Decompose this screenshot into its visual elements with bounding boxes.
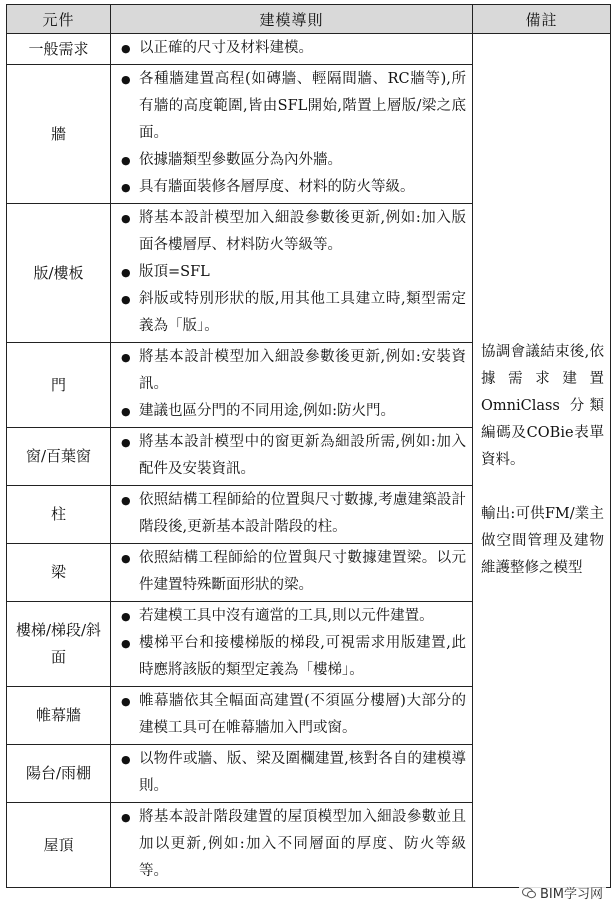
bullet-icon: ● xyxy=(121,154,131,167)
guideline-item xyxy=(121,487,466,541)
guideline-text: 將基本設計模型加入細設參數後更新,例如:安裝資訊。 xyxy=(139,349,466,392)
component-name: 牆 xyxy=(7,65,111,204)
bullet-icon: ● xyxy=(121,610,131,623)
guideline-item xyxy=(121,804,466,885)
guideline-text: 將基本設計模型加入細設參數後更新,例如:加入版面各樓層厚、材料防火等級等。 xyxy=(139,210,466,253)
guideline-text: 各種牆建置高程(如磚牆、輕隔間牆、RC牆等),所有牆的高度範圍,皆由SFL開始,階置上層版/梁之底面。 xyxy=(139,71,466,141)
component-name: 樓梯/梯段/斜面 xyxy=(7,602,111,687)
guideline-text: 斜版或特別形狀的版,用其他工具建立時,類型需定義為「版」。 xyxy=(139,291,466,334)
remarks-spacer xyxy=(481,474,604,501)
guideline-list xyxy=(121,429,466,483)
guideline-list xyxy=(121,487,466,541)
bullet-icon: ● xyxy=(121,436,131,449)
guideline-item xyxy=(121,746,466,800)
guideline-list xyxy=(121,344,466,425)
bullet-icon: ● xyxy=(121,637,131,650)
guideline-text: 將基本設計模型中的窗更新為細設所需,例如:加入配件及安裝資訊。 xyxy=(139,434,466,477)
guideline-cell xyxy=(111,745,473,803)
guideline-text: 將基本設計階段建置的屋頂模型加入細設參數並且加以更新,例如:加入不同層面的厚度、防火等級等。 xyxy=(139,809,466,879)
guideline-list xyxy=(121,746,466,800)
guideline-text: 以物件或牆、版、梁及圍欄建置,核對各自的建模導則。 xyxy=(139,751,466,794)
component-name: 帷幕牆 xyxy=(7,687,111,745)
guideline-text: 依照結構工程師給的位置與尺寸數據建置梁。以元件建置特殊斷面形狀的梁。 xyxy=(139,550,466,593)
guideline-item xyxy=(121,35,466,62)
bullet-icon: ● xyxy=(121,181,131,194)
bullet-icon: ● xyxy=(121,266,131,279)
guideline-item xyxy=(121,688,466,742)
watermark xyxy=(519,882,606,903)
bullet-icon: ● xyxy=(121,753,131,766)
remarks-paragraph-2: 輸出:可供FM/業主做空間管理及建物維護整修之模型 xyxy=(481,506,604,576)
guideline-cell xyxy=(111,687,473,745)
bullet-icon: ● xyxy=(121,73,131,86)
modeling-guideline-table xyxy=(6,4,611,888)
header-component: 元件 xyxy=(7,5,111,34)
component-name: 陽台/雨棚 xyxy=(7,745,111,803)
guideline-text: 版頂=SFL xyxy=(139,264,210,280)
guideline-cell xyxy=(111,65,473,204)
guideline-list xyxy=(121,35,466,62)
header-guideline: 建模導則 xyxy=(111,5,473,34)
bullet-icon: ● xyxy=(121,351,131,364)
guideline-list xyxy=(121,205,466,340)
table-row xyxy=(7,34,611,65)
guideline-list xyxy=(121,688,466,742)
guideline-text: 若建模工具中沒有適當的工具,則以元件建置。 xyxy=(139,608,434,624)
guideline-list xyxy=(121,603,466,684)
guideline-cell xyxy=(111,34,473,65)
guideline-list xyxy=(121,66,466,201)
guideline-cell xyxy=(111,602,473,687)
wechat-icon xyxy=(522,887,536,899)
component-name: 梁 xyxy=(7,544,111,602)
guideline-item xyxy=(121,259,466,286)
guideline-text: 帷幕牆依其全幅面高建置(不須區分樓層)大部分的建模工具可在帷幕牆加入門或窗。 xyxy=(139,693,466,736)
guideline-cell xyxy=(111,486,473,544)
guideline-list xyxy=(121,804,466,885)
remarks-paragraph-1: 協調會議結束後,依據需求建置 OmniClass 分類編碼及COBie表單資料。 xyxy=(481,344,604,468)
guideline-item xyxy=(121,147,466,174)
component-name: 一般需求 xyxy=(7,34,111,65)
table-header-row xyxy=(7,5,611,34)
watermark-text: BIM学习网 xyxy=(540,887,603,902)
component-name: 柱 xyxy=(7,486,111,544)
guideline-cell xyxy=(111,343,473,428)
guideline-cell xyxy=(111,428,473,486)
guideline-item xyxy=(121,398,466,425)
guideline-cell xyxy=(111,204,473,343)
guideline-text: 建議也區分門的不同用途,例如:防火門。 xyxy=(139,403,395,419)
component-name: 屋頂 xyxy=(7,803,111,888)
guideline-text: 樓梯平台和接樓梯版的梯段,可視需求用版建置,此時應將該版的類型定義為「樓梯」。 xyxy=(139,635,466,678)
bullet-icon: ● xyxy=(121,494,131,507)
header-remarks: 備註 xyxy=(473,5,611,34)
bullet-icon: ● xyxy=(121,811,131,824)
guideline-item xyxy=(121,545,466,599)
component-name: 窗/百葉窗 xyxy=(7,428,111,486)
guideline-text: 依據牆類型參數區分為內外牆。 xyxy=(139,152,342,168)
guideline-item xyxy=(121,205,466,259)
bullet-icon: ● xyxy=(121,212,131,225)
guideline-item xyxy=(121,603,466,630)
guideline-text: 以正確的尺寸及材料建模。 xyxy=(139,40,313,56)
bullet-icon: ● xyxy=(121,695,131,708)
bullet-icon: ● xyxy=(121,405,131,418)
guideline-cell xyxy=(111,544,473,602)
component-name: 門 xyxy=(7,343,111,428)
guideline-item xyxy=(121,66,466,147)
guideline-item xyxy=(121,630,466,684)
bullet-icon: ● xyxy=(121,293,131,306)
guideline-item xyxy=(121,286,466,340)
guideline-text: 依照結構工程師給的位置與尺寸數據,考慮建築設計階段後,更新基本設計階段的柱。 xyxy=(139,492,466,535)
guideline-cell xyxy=(111,803,473,888)
guideline-item xyxy=(121,429,466,483)
guideline-list xyxy=(121,545,466,599)
guideline-text: 具有牆面裝修各層厚度、材料的防火等級。 xyxy=(139,179,415,195)
guideline-item xyxy=(121,344,466,398)
guideline-item xyxy=(121,174,466,201)
bullet-icon: ● xyxy=(121,552,131,565)
remarks-cell xyxy=(473,34,611,888)
component-name: 版/樓板 xyxy=(7,204,111,343)
bullet-icon: ● xyxy=(121,42,131,55)
